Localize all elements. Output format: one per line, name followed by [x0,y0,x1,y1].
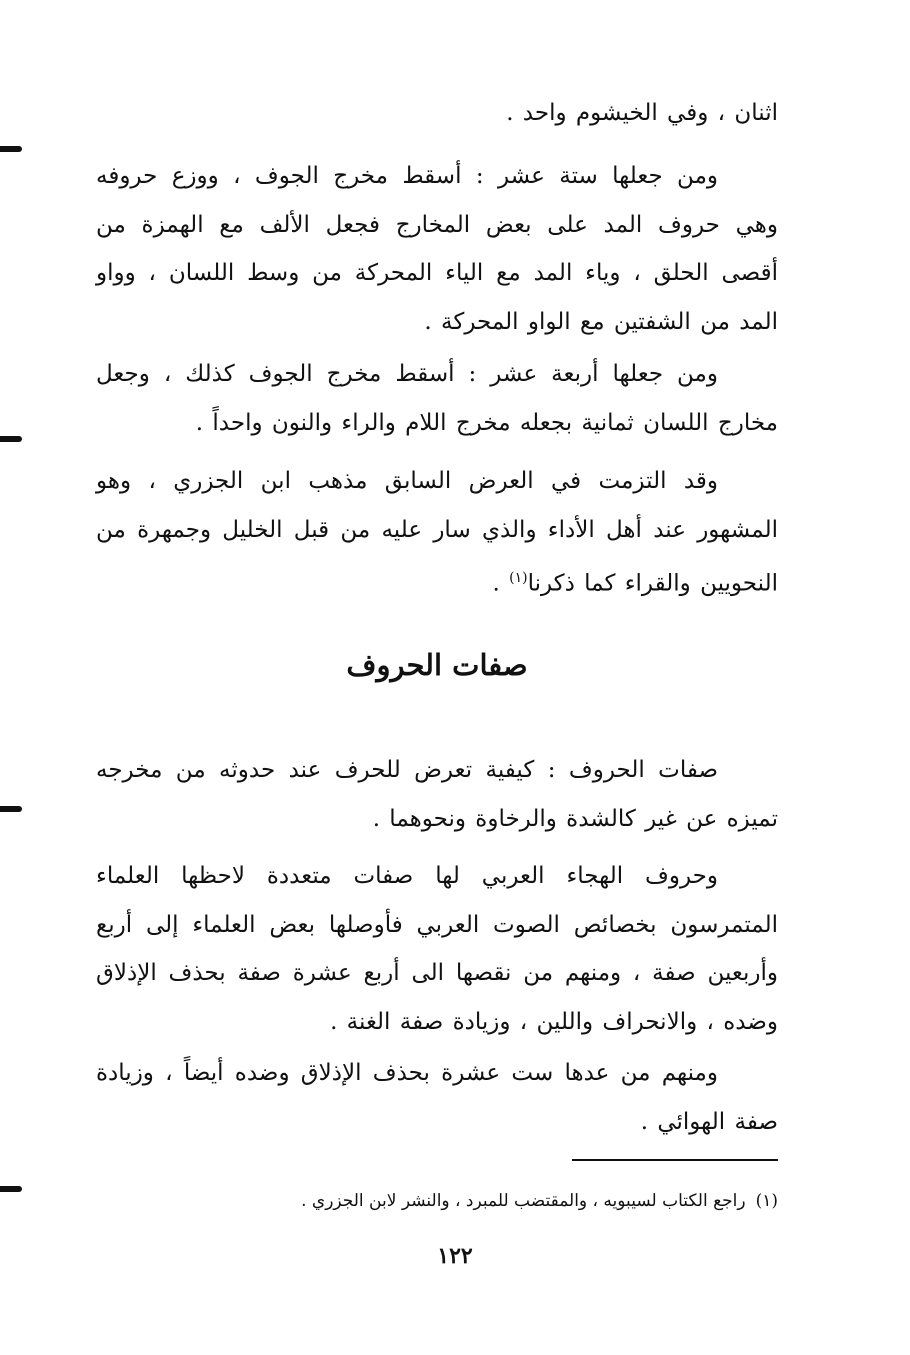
margin-mark [0,806,22,812]
paragraph-ibn-al-jazari-text: وقد التزمت في العرض السابق مذهب ابن الجزري ، وهو المشهور عند أهل الأداء والذي سار عليه من قبل الخليل وجمهرة من النحويين والقراء كما ذكرنا [96,468,778,597]
footnote-divider [572,1159,778,1161]
margin-mark [0,1186,22,1192]
paragraph-end: . [492,570,510,597]
paragraph-sixteen-attributes: ومنهم من عدها ست عشرة بحذف الإذلاق وضده أيضاً ، وزيادة صفة الهوائي . [96,1060,778,1135]
footnote-reference: (١) [509,570,528,586]
paragraph-continuation: اثنان ، وفي الخيشوم واحد . [506,100,778,126]
paragraph-fourteen-exits: ومن جعلها أربعة عشر : أسقط مخرج الجوف كذلك ، وجعل مخارج اللسان ثمانية بجعله مخرج اللام والراء والنون واحداً . [96,361,778,436]
paragraph-ibn-al-jazari [96,457,778,608]
footnote-number: (١) [755,1191,778,1211]
page-number: ١٢٢ [437,1243,473,1269]
paragraph-definition: صفات الحروف : كيفية تعرض للحرف عند حدوثه من مخرجه تميزه عن غير كالشدة والرخاوة ونحوهما . [96,757,778,832]
paragraph-attribute-counts: وحروف الهجاء العربي لها صفات متعددة لاحظها العلماء المتمرسون بخصائص الصوت العربي فأوصلها بعض العلماء إلى أربع وأربعين صفة ، ومنهم من نقصها الى أربع عشرة صفة بحذف الإذلاق وضده ، والانحراف واللين ، وزيادة صفة الغنة . [96,863,778,1035]
margin-mark [0,436,22,442]
footnote-text: راجع الكتاب لسيبويه ، والمقتضب للمبرد ، والنشر لابن الجزري . [301,1191,746,1211]
footnote [96,1186,778,1216]
paragraph-sixteen-exits: ومن جعلها ستة عشر : أسقط مخرج الجوف ، ووزع حروفه وهي حروف المد على بعض المخارج فجعل الألف مع الهمزة من أقصى الحلق ، وياء المد مع الياء المحركة من وسط اللسان ، وواو المد من الشفتين مع الواو المحركة . [96,163,778,335]
section-heading: صفات الحروف [346,648,528,682]
margin-mark [0,146,22,152]
